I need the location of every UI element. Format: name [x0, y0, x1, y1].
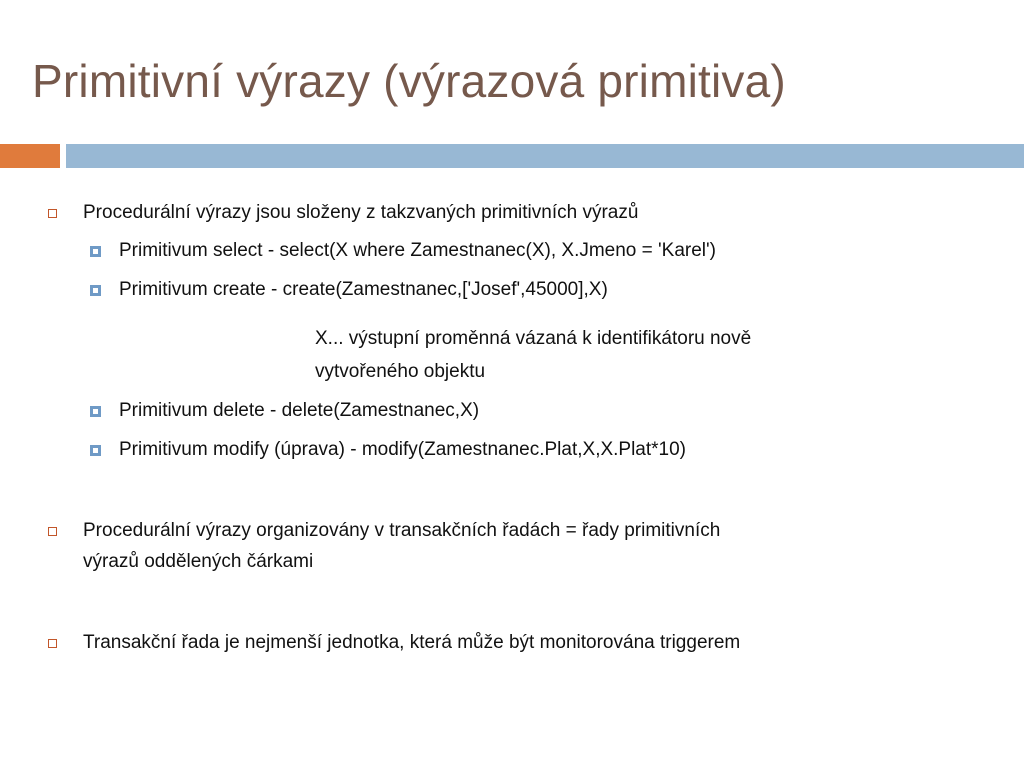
square-sub-bullet-icon [90, 406, 101, 417]
bullet-text: Transakční řada je nejmenší jednotka, která může být monitorována triggerem [83, 632, 741, 653]
sub-bullet-delete [119, 396, 479, 426]
create-note-line-2: vytvořeného objektu [315, 361, 486, 382]
bullet-2 [83, 516, 720, 546]
sub-bullet-text: Primitivum delete - delete(Zamestnanec,X) [119, 400, 480, 421]
square-bullet-icon [48, 209, 57, 218]
create-note-line-1: X... výstupní proměnná vázaná k identifikátoru nově [315, 328, 752, 349]
sub-bullet-text: Primitivum create - create(Zamestnanec,['Josef',45000],X) [119, 279, 608, 300]
accent-bar-orange [0, 144, 60, 168]
bullet-text: Procedurální výrazy jsou složeny z takzvaných primitivních výrazů [83, 202, 639, 223]
sub-bullet-create [119, 275, 608, 305]
sub-bullet-select [119, 236, 716, 266]
square-sub-bullet-icon [90, 285, 101, 296]
bullet-3 [83, 628, 740, 658]
square-sub-bullet-icon [90, 246, 101, 257]
sub-bullet-text: Primitivum select - select(X where Zamestnanec(X), X.Jmeno = 'Karel') [119, 240, 716, 261]
bullet-text-line-1: Procedurální výrazy organizovány v transakčních řadách = řady primitivních [83, 520, 721, 541]
square-bullet-icon [48, 639, 57, 648]
sub-bullet-text: Primitivum modify (úprava) - modify(Zamestnanec.Plat,X,X.Plat*10) [119, 439, 687, 460]
bullet-2-continuation [83, 547, 313, 577]
square-sub-bullet-icon [90, 445, 101, 456]
bullet-1 [83, 198, 638, 228]
bullet-text-line-2: výrazů oddělených čárkami [83, 551, 314, 572]
sub-bullet-modify [119, 435, 686, 465]
slide-title: Primitivní výrazy (výrazová primitiva) [32, 55, 786, 107]
accent-bar-blue [66, 144, 1024, 168]
square-bullet-icon [48, 527, 57, 536]
